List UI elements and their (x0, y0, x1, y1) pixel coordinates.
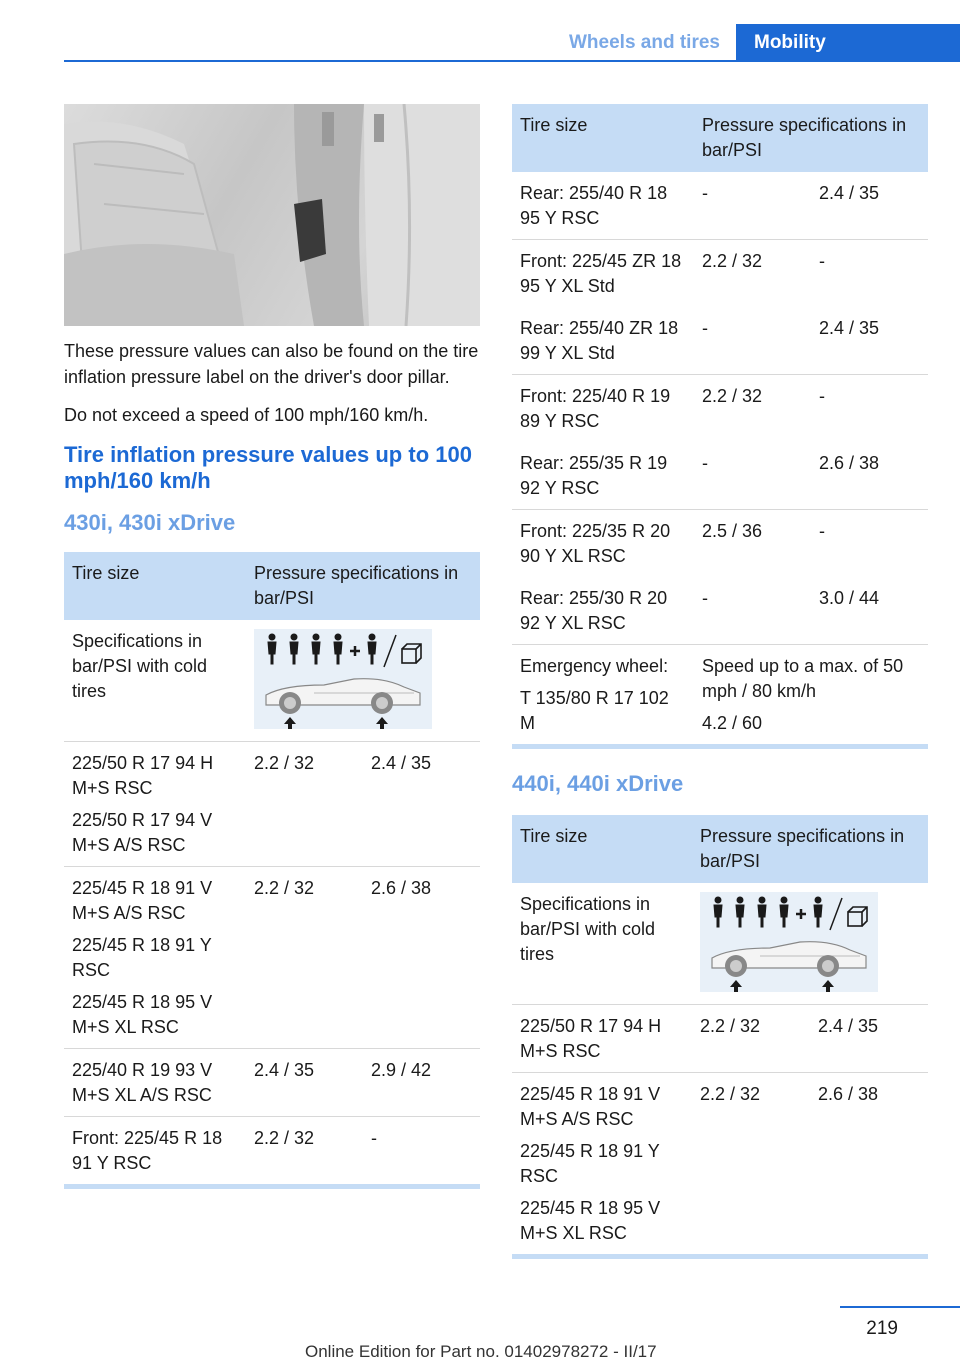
table-row (512, 172, 928, 240)
pressure-normal-load: 2.5 / 36 (694, 510, 811, 578)
door-pillar-illustration (64, 104, 480, 326)
table-row (512, 307, 928, 375)
tire-size: 225/45 R 18 91 Y RSC (72, 935, 212, 980)
table-row (64, 1117, 480, 1185)
tire-size: 225/45 R 18 91 Y RSC (520, 1141, 660, 1186)
column-header-pressure: Pressure specifications in bar/PSI (246, 552, 480, 620)
table-header-row (512, 815, 928, 883)
pressure-normal-load: 2.2 / 32 (246, 867, 363, 1049)
load-pictogram-icon (700, 892, 878, 992)
table-row (64, 1049, 480, 1117)
table-row (512, 442, 928, 510)
page-header (0, 24, 960, 62)
pressure-normal-load: 2.2 / 32 (692, 1073, 810, 1255)
spec-label: Specifications in bar/PSI with cold tires (72, 631, 208, 701)
paragraph-speed-limit: Do not exceed a speed of 100 mph/160 km/h. (64, 405, 429, 425)
emergency-wheel-size: T 135/80 R 17 102 M (520, 688, 669, 733)
tire-size: 225/40 R 19 93 V M+S XL A/S RSC (64, 1049, 246, 1117)
pressure-full-load: 2.9 / 42 (363, 1049, 480, 1117)
table-row (64, 742, 480, 867)
tire-size: Front: 225/45 R 18 91 Y RSC (64, 1117, 246, 1185)
footer-rule (840, 1306, 960, 1308)
pressure-full-load: - (363, 1117, 480, 1185)
table-header-row (64, 552, 480, 620)
tire-size: Rear: 255/30 R 20 92 Y XL RSC (520, 588, 668, 633)
pressure-full-load: 2.4 / 35 (819, 318, 880, 338)
model-subheading-430i: 430i, 430i xDrive (64, 510, 236, 535)
column-header-tire-size: Tire size (512, 104, 694, 172)
pressure-full-load: - (811, 510, 928, 578)
door-pillar-photo (64, 104, 480, 326)
table-end-rule (64, 1184, 480, 1189)
table-end-rule (512, 744, 928, 749)
column-header-pressure: Pressure specifications in bar/PSI (692, 815, 928, 883)
pressure-normal-load: 2.2 / 32 (694, 375, 811, 443)
pressure-full-load: - (811, 240, 928, 308)
table-row (512, 240, 928, 308)
table-row (512, 577, 928, 645)
model-subheading-440i: 440i, 440i xDrive (512, 771, 684, 796)
edition-footer: Online Edition for Part no. 01402978272 - II/17 (305, 1342, 657, 1361)
pressure-full-load: - (811, 375, 928, 443)
table-row (512, 375, 928, 443)
pressure-full-load: 2.4 / 35 (363, 742, 480, 867)
pressure-normal-load: 2.2 / 32 (246, 742, 363, 867)
header-section-title: Wheels and tires (569, 32, 720, 53)
tire-pressure-table-430i (64, 552, 480, 1189)
tire-size: 225/50 R 17 94 H M+S RSC (512, 1005, 692, 1073)
table-row-spec (512, 883, 928, 1005)
pressure-full-load: 2.6 / 38 (810, 1073, 928, 1255)
spec-label: Specifications in bar/PSI with cold tires (520, 894, 656, 964)
emergency-speed-limit: Speed up to a max. of 50 mph / 80 km/h (702, 656, 904, 701)
pressure-normal-load: 2.4 / 35 (246, 1049, 363, 1117)
tire-size: Rear: 255/40 ZR 18 99 Y XL Std (520, 318, 679, 363)
table-row (512, 510, 928, 578)
column-header-pressure: Pressure specifications in bar/PSI (694, 104, 928, 172)
tire-size: 225/45 R 18 91 V M+S A/S RSC (72, 878, 213, 923)
pressure-full-load: 2.6 / 38 (363, 867, 480, 1049)
column-header-tire-size: Tire size (64, 552, 246, 620)
table-end-rule (512, 1254, 928, 1259)
load-pictogram (700, 892, 878, 992)
emergency-wheel-label: Emergency wheel: (520, 656, 669, 676)
pressure-full-load: 2.4 / 35 (810, 1005, 928, 1073)
tire-size: 225/45 R 18 95 V M+S XL RSC (72, 992, 213, 1037)
left-column (64, 104, 480, 1189)
table-row (64, 867, 480, 1049)
pressure-normal-load: - (702, 183, 708, 203)
tire-size: 225/50 R 17 94 H M+S RSC (72, 753, 214, 798)
tire-pressure-table-440i (512, 815, 928, 1259)
table-row (512, 1073, 928, 1255)
tire-size: Front: 225/40 R 19 89 Y RSC (512, 375, 694, 443)
tire-size: Front: 225/35 R 20 90 Y XL RSC (512, 510, 694, 578)
tire-size: Rear: 255/35 R 19 92 Y RSC (520, 453, 668, 498)
pressure-normal-load: 2.2 / 32 (246, 1117, 363, 1185)
pressure-normal-load: - (702, 588, 708, 608)
table-row-emergency-wheel (512, 645, 928, 745)
load-pictogram-icon (254, 629, 432, 729)
pressure-normal-load: 2.2 / 32 (694, 240, 811, 308)
table-row (512, 1005, 928, 1073)
tire-size: Front: 225/45 ZR 18 95 Y XL Std (512, 240, 694, 308)
tire-size: 225/45 R 18 95 V M+S XL RSC (520, 1198, 661, 1243)
table-header-row (512, 104, 928, 172)
section-heading: Tire inflation pressure values up to 100 mph/160 km/h (64, 442, 472, 493)
right-column (512, 104, 928, 1259)
tire-size: 225/45 R 18 91 V M+S A/S RSC (520, 1084, 661, 1129)
tire-size: 225/50 R 17 94 V M+S A/S RSC (72, 810, 213, 855)
tire-pressure-table-430i-continued (512, 104, 928, 749)
page-number: 219 (866, 1318, 898, 1339)
column-header-tire-size: Tire size (512, 815, 692, 883)
paragraph-label-location: These pressure values can also be found on the tire inflation pressure label on the driver's door pillar. (64, 341, 479, 387)
pressure-normal-load: - (702, 453, 708, 473)
table-row-spec (64, 620, 480, 742)
load-pictogram (254, 629, 432, 729)
pressure-full-load: 2.6 / 38 (819, 453, 880, 473)
pressure-full-load: 3.0 / 44 (819, 588, 880, 608)
header-chapter-tab: Mobility (736, 24, 960, 62)
pressure-full-load: 2.4 / 35 (819, 183, 880, 203)
tire-size: Rear: 255/40 R 18 95 Y RSC (520, 183, 668, 228)
emergency-pressure: 4.2 / 60 (702, 713, 763, 733)
pressure-normal-load: - (702, 318, 708, 338)
pressure-normal-load: 2.2 / 32 (692, 1005, 810, 1073)
